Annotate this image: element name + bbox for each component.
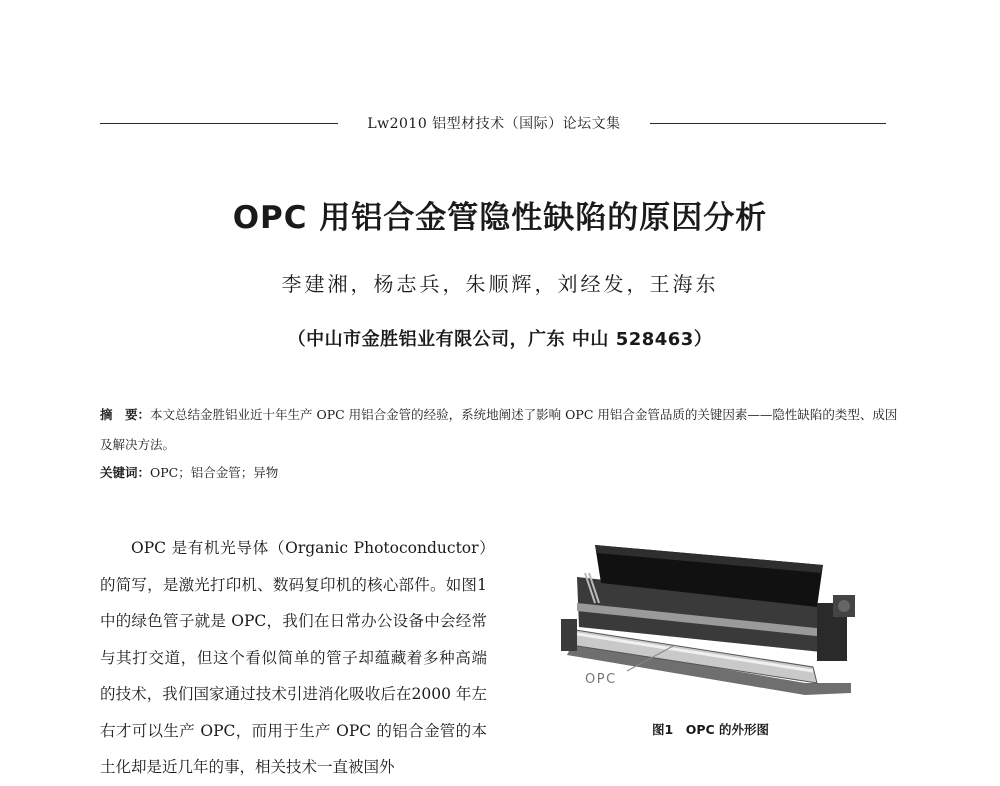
paper-title: OPC 用铝合金管隐性缺陷的原因分析: [232, 200, 768, 236]
opc-image-label: OPC: [585, 672, 617, 687]
opc-cartridge-photo: [555, 533, 865, 703]
authors: 李建湘，杨志兵，朱顺辉，刘经发，王海东: [281, 272, 719, 296]
gear-icon: [838, 600, 850, 612]
abstract-label: 摘 要：: [100, 407, 151, 422]
abstract-text: 本文总结金胜铝业近十年生产 OPC 用铝合金管的经验，系统地阐述了影响 OPC 用铝合金管品质的关键因素——隐性缺陷的类型、成因及解决方法。: [100, 407, 898, 452]
running-head: Lw2010 铝型材技术（国际）论坛文集: [367, 116, 621, 132]
keywords-text: OPC；铝合金管；异物: [150, 465, 279, 480]
header-rule-right: [650, 123, 886, 124]
figure-caption: 图1 OPC 的外形图: [652, 722, 770, 737]
cartridge-left-end: [561, 619, 577, 651]
keywords-label: 关键词：: [100, 465, 151, 480]
abstract: [100, 400, 905, 460]
affiliation: （中山市金胜铝业有限公司，广东 中山 528463）: [287, 329, 713, 350]
header-rule-left: [100, 123, 338, 124]
body-paragraph: OPC 是有机光导体（Organic Photoconductor）的简写，是激光打印机、数码复印机的核心部件。如图1 中的绿色管子就是 OPC，我们在日常办公设备中会经常与其打交道，但这个看似简单的管子却蕴藏着多种高端的技术，我们国家通过技术引进消化吸收后在2000 年左右才可以生产 OPC，而用于生产 OPC 的铝合金管的本土化却是近几年的事，相关技术一直被国外: [100, 539, 487, 776]
keywords: [100, 463, 700, 481]
